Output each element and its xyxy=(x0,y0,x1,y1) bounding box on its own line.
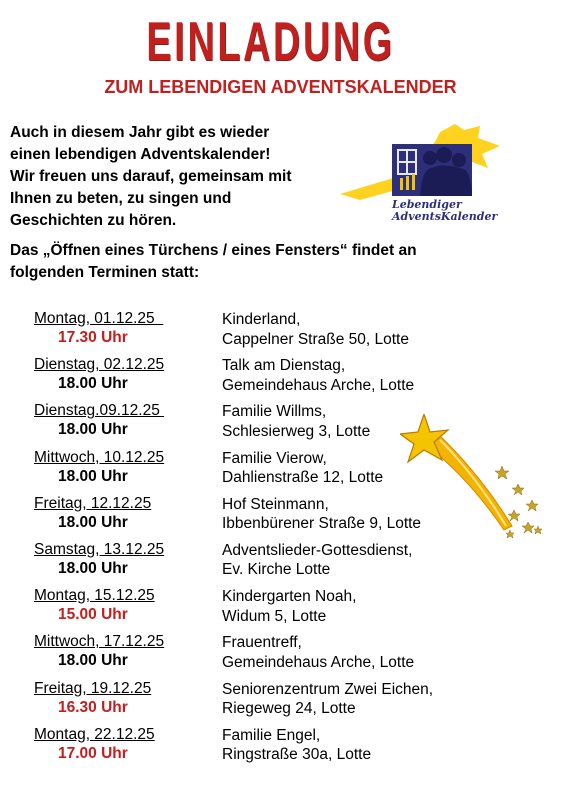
entry-time: 16.30 Uhr xyxy=(58,698,128,716)
entry-time: 18.00 Uhr xyxy=(58,513,128,531)
announcement-text xyxy=(10,240,530,284)
entry-day: Mittwoch, 17.12.25 xyxy=(34,633,165,651)
logo-text-line: AdventsKalender xyxy=(392,210,498,223)
schedule-entry xyxy=(34,310,454,356)
intro-line: einen lebendigen Adventskalender! xyxy=(10,146,271,163)
announcement-line: folgenden Terminen statt: xyxy=(10,264,200,281)
entry-place-name: Kindergarten Noah, xyxy=(222,588,357,606)
entry-place-address: Ev. Kirche Lotte xyxy=(222,561,331,579)
entry-place-address: Cappelner Straße 50, Lotte xyxy=(222,330,409,348)
entry-day: Samstag, 13.12.25 xyxy=(34,540,165,558)
entry-place-name: Familie Willms, xyxy=(222,403,327,421)
intro-text xyxy=(10,122,340,232)
schedule-entry xyxy=(34,495,454,541)
entry-time: 18.00 Uhr xyxy=(58,559,128,577)
entry-time: 17.30 Uhr xyxy=(58,329,128,346)
entry-day: Montag, 15.12.25 xyxy=(34,587,155,605)
entry-place-address: Schlesierweg 3, Lotte xyxy=(222,422,371,440)
entry-place xyxy=(222,402,370,441)
entry-time: 18.00 Uhr xyxy=(58,421,128,439)
entry-place-address: Dahlienstraße 12, Lotte xyxy=(222,469,384,487)
intro-line: Ihnen zu beten, zu singen und xyxy=(10,190,232,207)
intro-line: Wir freuen uns darauf, gemeinsam mit xyxy=(10,168,292,185)
entry-day: Dienstag.09.12.25 xyxy=(34,402,165,420)
entry-place xyxy=(222,310,409,349)
entry-place-name: Familie Engel, xyxy=(222,726,321,744)
entry-place-address: Gemeindehaus Arche, Lotte xyxy=(222,376,415,394)
entry-day: Freitag, 12.12.25 xyxy=(34,494,152,512)
entry-place xyxy=(222,680,433,719)
schedule-entry xyxy=(34,587,454,633)
intro-line: Geschichten zu hören. xyxy=(10,212,177,229)
entry-place xyxy=(222,541,412,580)
entry-day: Montag, 01.12.25 xyxy=(34,310,164,327)
entry-place xyxy=(222,449,383,488)
shooting-star-icon xyxy=(400,414,545,544)
schedule-entry xyxy=(34,726,454,772)
entry-place xyxy=(222,495,421,534)
entry-place-address: Riegeweg 24, Lotte xyxy=(222,700,356,717)
schedule-entry xyxy=(34,541,454,587)
entry-day: Dienstag, 02.12.25 xyxy=(34,356,165,374)
schedule-list xyxy=(34,310,454,772)
entry-place-name: Familie Vierow, xyxy=(222,449,327,467)
entry-place-address: Ibbenbürener Straße 9, Lotte xyxy=(222,515,422,533)
logo-text xyxy=(392,199,497,223)
entry-time: 17.00 Uhr xyxy=(58,744,128,762)
entry-place-address: Gemeindehaus Arche, Lotte xyxy=(222,653,415,671)
intro-line: Auch in diesem Jahr gibt es wieder xyxy=(10,124,270,141)
title-text: EINLADUNG xyxy=(146,11,395,73)
entry-place-address: Ringstraße 30a, Lotte xyxy=(222,746,372,764)
entry-time: 18.00 Uhr xyxy=(58,467,128,485)
entry-time: 15.00 Uhr xyxy=(58,606,128,624)
entry-place xyxy=(222,726,371,765)
entry-place-name: Adventslieder-Gottesdienst, xyxy=(222,541,413,559)
entry-place-name: Kinderland, xyxy=(222,311,301,328)
schedule-entry xyxy=(34,680,454,726)
page-subtitle: ZUM LEBENDIGEN ADVENTSKALENDER xyxy=(104,77,457,97)
entry-place xyxy=(222,587,356,626)
entry-place-name: Seniorenzentrum Zwei Eichen, xyxy=(222,680,434,698)
entry-place xyxy=(222,633,414,672)
entry-place-name: Frauentreff, xyxy=(222,634,302,652)
entry-place-name: Talk am Dienstag, xyxy=(222,357,346,375)
schedule-entry xyxy=(34,402,454,448)
logo-text-line: Lebendiger xyxy=(392,198,462,211)
entry-day: Freitag, 19.12.25 xyxy=(34,679,152,697)
schedule-entry xyxy=(34,633,454,679)
schedule-entry xyxy=(34,356,454,402)
entry-place-address: Widum 5, Lotte xyxy=(222,607,327,625)
entry-day: Mittwoch, 10.12.25 xyxy=(34,448,165,466)
entry-day: Montag, 22.12.25 xyxy=(34,725,155,743)
announcement-line: Das „Öffnen eines Türchens / eines Fensters“ findet an xyxy=(10,242,417,259)
schedule-entry xyxy=(34,449,454,495)
entry-place xyxy=(222,356,414,395)
page-title xyxy=(0,12,561,72)
entry-time: 18.00 Uhr xyxy=(58,375,128,393)
entry-place-name: Hof Steinmann, xyxy=(222,495,329,513)
entry-time: 18.00 Uhr xyxy=(58,652,128,670)
